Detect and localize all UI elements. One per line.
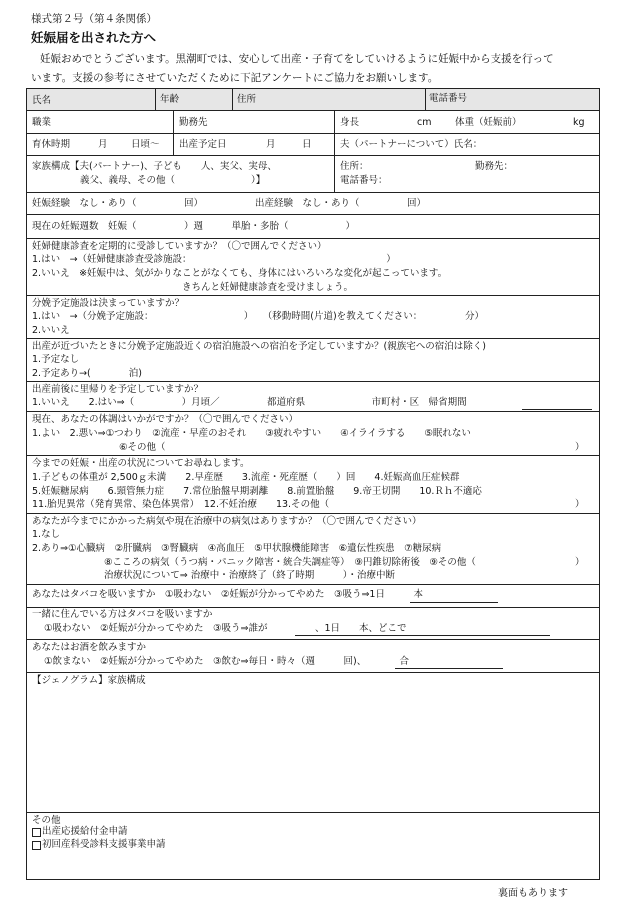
alcohol-answer: ①飲まない ②妊娠が分かってやめた ③飲む⇒毎日・時々（週 回)、 合 bbox=[44, 656, 409, 667]
history-line-2: 5.妊娠糖尿病 6.頸管無力症 7.常位胎盤早期剥離 8.前置胎盤 9.帝王切開 10.Ｒｈ不適応 bbox=[32, 486, 482, 497]
illness-answer-none: 1.なし bbox=[32, 529, 61, 540]
intro-line-2: います。支援の参考にさせていただくために下記アンケートにご協力をお願いします。 bbox=[31, 72, 439, 84]
illness-treatment-status: 治療状況について⇒ 治療中・治療終了（終了時期 ）・治療中断 bbox=[104, 570, 396, 581]
family-smoking-question: 一緒に住んでいる方はタバコを吸いますか bbox=[32, 609, 213, 620]
benefit-checkbox[interactable] bbox=[32, 828, 41, 837]
address-label: 住所 bbox=[237, 94, 257, 105]
lodging-answer-1: 1.予定なし bbox=[32, 354, 80, 365]
husband-name-label: 夫（パートナーについて）氏名： bbox=[340, 139, 483, 150]
phone-label: 電話番号 bbox=[429, 93, 468, 104]
illness-answer-list-2: ⑧こころの病気（うつ病・パニック障害・統合失調症等） ⑨円錐切除術後 ⑨その他（ bbox=[104, 557, 476, 568]
lodging-answer-2: 2.予定あり→( 泊) bbox=[32, 368, 142, 379]
history-line-1: 1.子どもの体重が 2,500ｇ未満 2.早産歴 3.流産・死産歴（ ）回 4.妊娠高血圧症候群 bbox=[32, 472, 460, 483]
partner-workplace-label: 勤務先： bbox=[475, 161, 514, 172]
illness-other-close: ） bbox=[575, 557, 585, 568]
pregnancy-experience: 妊娠経験 なし・あり（ 回） bbox=[32, 198, 204, 209]
checkup-answer-no: 2.いいえ ※妊娠中は、気がかりなことがなくても、身体にはいろいろな変化が起こっています。 bbox=[32, 268, 448, 279]
history-line-3: 11.胎児異常（発育異常、染色体異常） 12.不妊治療 13.その他（ bbox=[32, 499, 330, 510]
smoking-question: あなたはタバコを吸いますか ①吸わない ②妊娠が分かってやめた ③吸う⇒1日 本 bbox=[32, 589, 423, 600]
due-day: 日 bbox=[302, 139, 312, 150]
family-structure-line2: 義父、義母、その他（ ）】 bbox=[80, 175, 266, 186]
job-label: 職業 bbox=[32, 117, 52, 128]
page-title: 妊娠届を出された方へ bbox=[31, 30, 157, 45]
illness-question: あなたが今までにかかった病気や現在治療中の病気はありますか？（〇で囲んでください） bbox=[32, 516, 422, 527]
condition-other-close: ） bbox=[575, 442, 585, 453]
facility-question: 分娩予定施設は決まっていますか？ bbox=[32, 298, 185, 309]
condition-answer-other: ⑥その他（ bbox=[119, 442, 166, 453]
illness-answer-list-1: 2.あり⇒①心臓病 ②肝臓病 ③腎臓病 ④高血圧 ⑤甲状腺機能障害 ⑥遺伝性疾患 ⑦糖尿病 bbox=[32, 543, 442, 554]
facility-answer-yes: 1.はい →（分娩予定施設： ） （移動時間(片道)を教えてください： 分） bbox=[32, 311, 484, 322]
history-question: 今までの妊娠・出産の状況についてお尋ねします。 bbox=[32, 458, 250, 469]
name-label: 氏名 bbox=[32, 95, 52, 106]
workplace-label: 勤務先 bbox=[179, 117, 208, 128]
header-row-bg bbox=[27, 89, 599, 110]
other-title: その他 bbox=[32, 815, 61, 826]
condition-answer-1: 1.よい 2.悪い⇒①つわり ②流産・早産のおそれ ③疲れやすい ④イライラする ⑤眠れない bbox=[32, 428, 471, 439]
partner-address-label: 住所： bbox=[340, 161, 369, 172]
history-other-close: ） bbox=[575, 499, 585, 510]
condition-question: 現在、あなたの体調はいかがですか？（〇で囲んでください） bbox=[32, 414, 299, 425]
reverse-side-note: 裏面もあります bbox=[498, 888, 568, 899]
weight-label: 体重（妊娠前） bbox=[455, 117, 522, 128]
alcohol-question: あなたはお酒を飲みますか bbox=[32, 642, 147, 653]
partner-phone-label: 電話番号： bbox=[340, 175, 388, 186]
height-unit: cm bbox=[417, 117, 432, 128]
pregnancy-weeks: 現在の妊娠週数 妊娠（ ）週 単胎・多胎（ ） bbox=[32, 221, 356, 232]
benefit-checkbox-label: 出産応援給付金申請 bbox=[42, 826, 128, 837]
questionnaire-form bbox=[26, 88, 600, 880]
due-month: 月 bbox=[266, 139, 276, 150]
age-label: 年齢 bbox=[160, 94, 180, 105]
childcare-month: 月 bbox=[98, 139, 108, 150]
checkup-advice: きちんと妊婦健康診査を受けましょう。 bbox=[182, 282, 354, 293]
genogram-title: 【ジェノグラム】家族構成 bbox=[32, 675, 146, 686]
lodging-question: 出産が近づいたときに分娩予定施設近くの宿泊施設への宿泊を予定していますか？(親族宅への宿泊は除く) bbox=[32, 341, 486, 352]
exam-fee-checkbox-label: 初回産科受診料支援事業申請 bbox=[42, 839, 166, 850]
checkup-question: 妊婦健康診査を定期的に受診していますか？（〇で囲んでください） bbox=[32, 241, 327, 252]
childcare-leave-label: 育休時期 bbox=[32, 139, 71, 150]
checkup-answer-yes: 1.はい →（妊婦健康診査受診施設： ） bbox=[32, 254, 396, 265]
due-date-label: 出産予定日 bbox=[179, 139, 227, 150]
form-number: 様式第２号（第４条関係） bbox=[31, 13, 157, 25]
family-smoking-answer: ①吸わない ②妊娠が分かってやめた ③吸う⇒誰が 、1日 本、どこで bbox=[44, 623, 407, 634]
delivery-experience: 出産経験 なし・あり（ 回） bbox=[255, 198, 427, 209]
weight-unit: kg bbox=[573, 117, 585, 128]
height-label: 身長 bbox=[340, 117, 360, 128]
exam-fee-checkbox[interactable] bbox=[32, 841, 41, 850]
family-structure-line1: 家族構成【夫(パートナー)、子ども 人、実父、実母、 bbox=[32, 161, 277, 172]
facility-answer-no: 2.いいえ bbox=[32, 325, 70, 336]
childcare-day: 日頃～ bbox=[131, 139, 160, 150]
homecoming-question: 出産前後に里帰りを予定していますか？ bbox=[32, 384, 204, 395]
intro-line-1: 妊娠おめでとうございます。黒潮町では、安心して出産・子育てをしていけるように妊娠中から支援を行って bbox=[40, 53, 554, 65]
homecoming-answer: 1.いいえ 2.はい⇒（ ）月頃／ 都道府県 市町村・区 帰省期間 bbox=[32, 397, 467, 408]
